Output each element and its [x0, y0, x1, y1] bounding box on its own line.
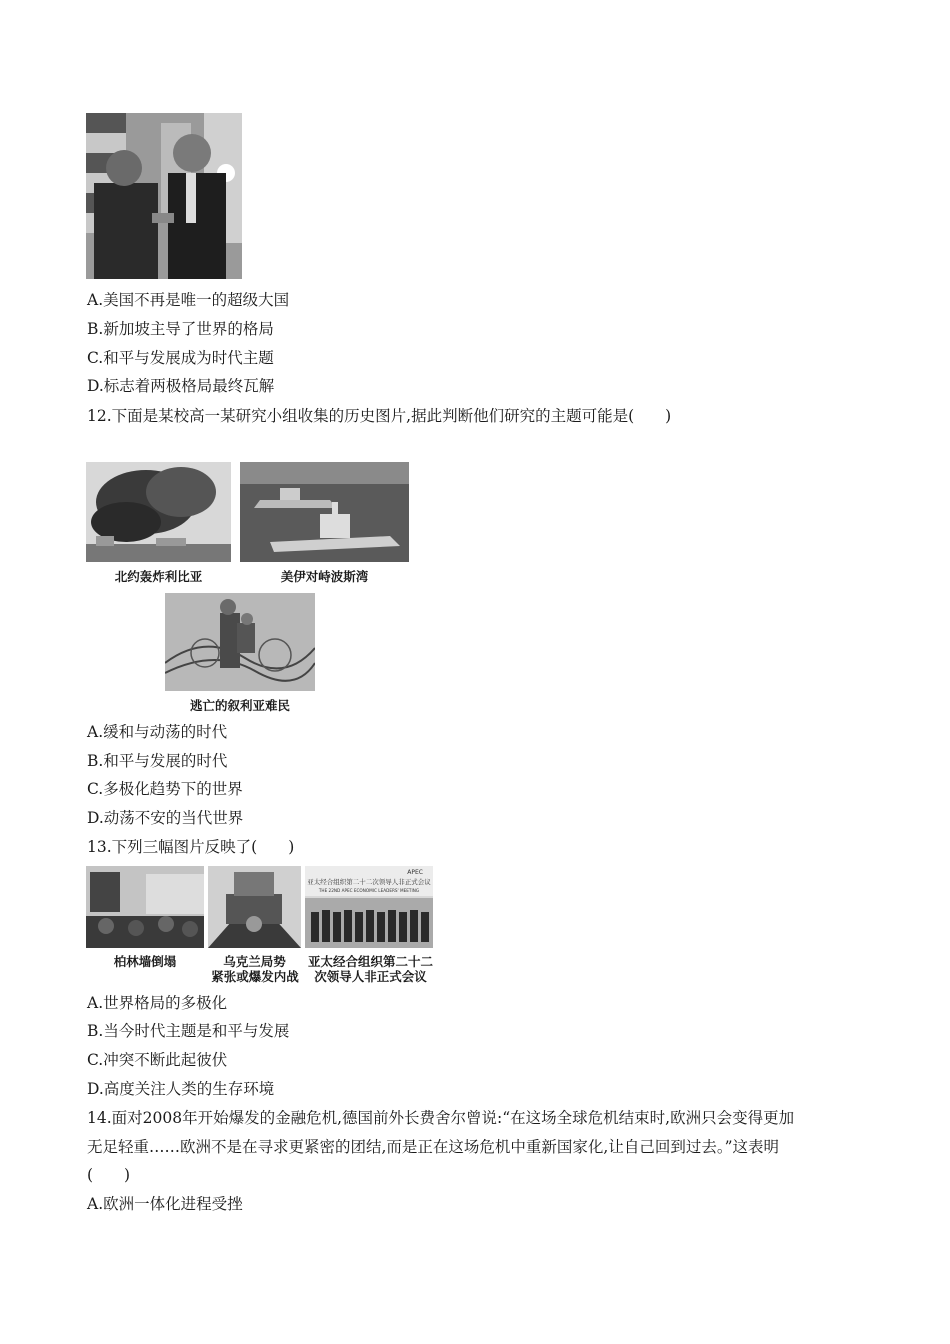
- q14-option-a: A.欧洲一体化进程受挫: [87, 1195, 243, 1213]
- q11-option-a: A.美国不再是唯一的超级大国: [87, 291, 290, 309]
- caption-apec-2: 次领导人非正式会议: [314, 969, 427, 984]
- q13-stem: 13.下列三幅图片反映了( ): [87, 838, 295, 856]
- q13-option-b: B.当今时代主题是和平与发展: [87, 1022, 290, 1040]
- q12-option-a: A.缓和与动荡的时代: [87, 723, 228, 741]
- ukraine-photo: [208, 866, 301, 948]
- apec-banner-cn: 亚太经合组织第二十二次领导人非正式会议: [307, 878, 431, 886]
- q14-stem-line-3: ( ): [87, 1166, 131, 1184]
- q11-option-b: B.新加坡主导了世界的格局: [87, 320, 274, 338]
- q14-stem-line-2: 无足轻重……欧洲不是在寻求更紧密的团结,而是正在这场危机中重新国家化,让自己回到过去。”这表明: [87, 1138, 780, 1156]
- caption-ukraine-1: 乌克兰局势: [223, 954, 286, 969]
- apec-banner-en: THE 22ND APEC ECONOMIC LEADERS' MEETING: [318, 888, 420, 893]
- caption-berlin-wall: 柏林墙倒塌: [113, 954, 177, 969]
- refugee-photo: [165, 593, 315, 691]
- q12-option-d: D.动荡不安的当代世界: [87, 809, 244, 827]
- apec-photo: [305, 866, 433, 948]
- q13-option-d: D.高度关注人类的生存环境: [87, 1080, 275, 1098]
- caption-ukraine-2: 紧张或爆发内战: [211, 969, 299, 984]
- q11-option-c: C.和平与发展成为时代主题: [87, 349, 274, 367]
- apec-logo: APEC: [407, 869, 423, 876]
- caption-persian-gulf: 美伊对峙波斯湾: [280, 569, 369, 584]
- q12-stem: 12.下面是某校高一某研究小组收集的历史图片,据此判断他们研究的主题可能是( ): [87, 407, 672, 425]
- q14-stem-line-1: 14.面对2008年开始爆发的金融危机,德国前外长费舍尔曾说:“在这场全球危机结束时,欧洲只会变得更加: [87, 1109, 795, 1127]
- berlin-wall-photo: [86, 866, 204, 948]
- bombing-photo: [86, 462, 231, 562]
- q12-option-b: B.和平与发展的时代: [87, 752, 228, 770]
- caption-libya: 北约轰炸利比亚: [114, 569, 203, 584]
- q13-option-a: A.世界格局的多极化: [87, 994, 228, 1012]
- warships-photo: [240, 462, 409, 562]
- q12-option-c: C.多极化趋势下的世界: [87, 780, 243, 798]
- caption-apec-1: 亚太经合组织第二十二: [307, 954, 433, 969]
- caption-syria: 逃亡的叙利亚难民: [189, 698, 290, 713]
- q13-option-c: C.冲突不断此起彼伏: [87, 1051, 228, 1069]
- q11-option-d: D.标志着两极格局最终瓦解: [87, 377, 275, 395]
- handshake-photo: [86, 113, 242, 279]
